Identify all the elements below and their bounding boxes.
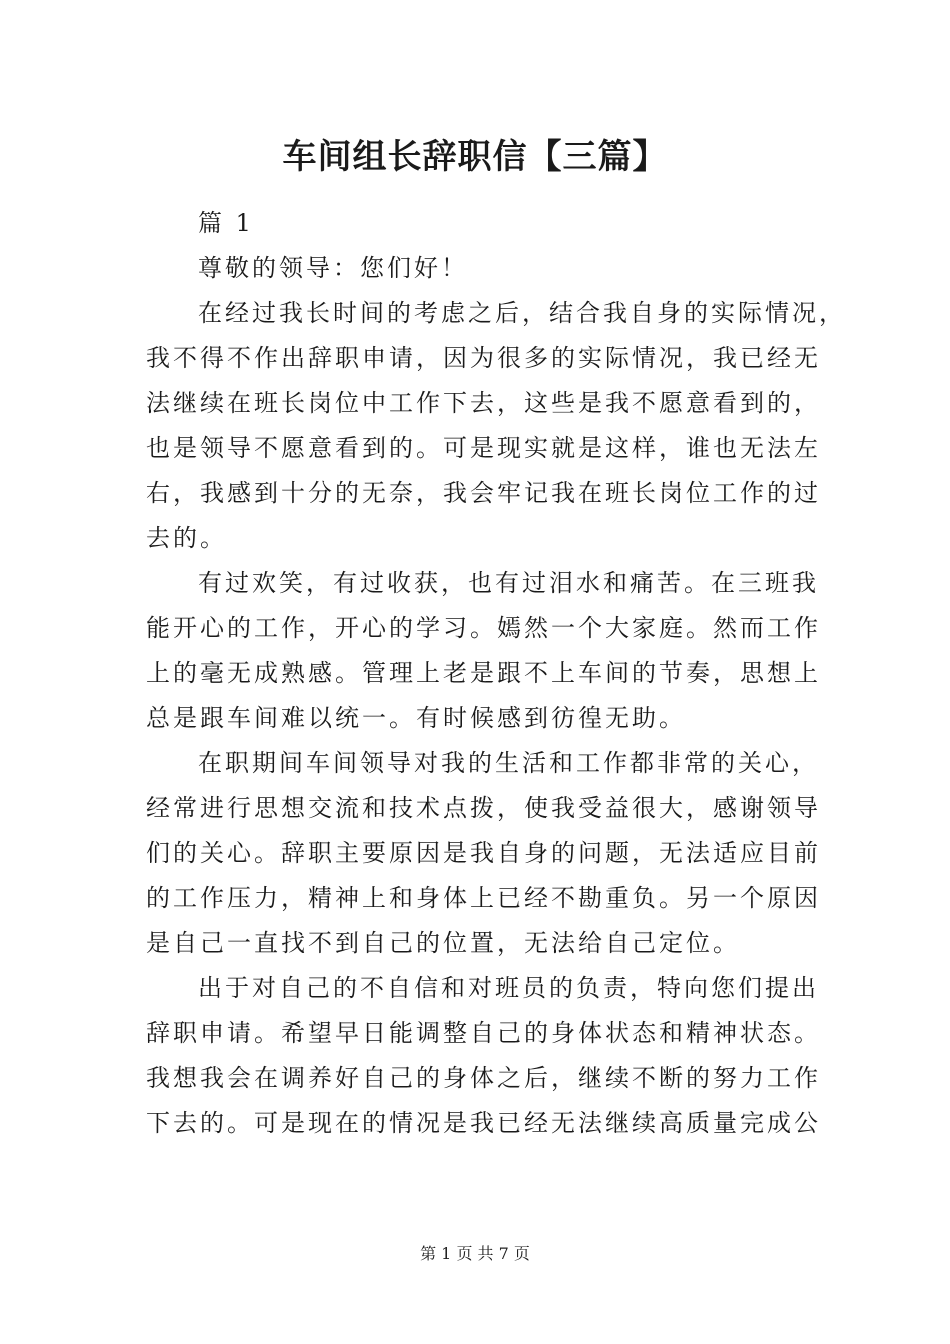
body-line: 上的毫无成熟感。管理上老是跟不上车间的节奏，思想上 [146,659,821,687]
body-line: 尊敬的领导：您们好！ [198,254,468,282]
body-line: 是自己一直找不到自己的位置，无法给自己定位。 [146,929,740,957]
body-line: 能开心的工作，开心的学习。嫣然一个大家庭。然而工作 [146,614,821,642]
body-line: 篇 1 [198,209,254,237]
body-line: 右，我感到十分的无奈，我会牢记我在班长岗位工作的过 [146,479,821,507]
body-line: 有过欢笑，有过收获，也有过泪水和痛苦。在三班我 [198,569,819,597]
body-line: 经常进行思想交流和技术点拨，使我受益很大，感谢领导 [146,794,821,822]
body-line: 下去的。可是现在的情况是我已经无法继续高质量完成公 [146,1109,821,1137]
body-line: 也是领导不愿意看到的。可是现实就是这样，谁也无法左 [146,434,821,462]
body-line: 的工作压力，精神上和身体上已经不勘重负。另一个原因 [146,884,821,912]
body-line: 我想我会在调养好自己的身体之后，继续不断的努力工作 [146,1064,821,1092]
body-line: 辞职申请。希望早日能调整自己的身体状态和精神状态。 [146,1019,821,1047]
body-line: 去的。 [146,524,227,552]
body-line: 出于对自己的不自信和对班员的负责，特向您们提出 [198,974,819,1002]
body-line: 总是跟车间难以统一。有时候感到彷徨无助。 [146,704,686,732]
body-line: 在职期间车间领导对我的生活和工作都非常的关心， [198,749,819,777]
body-line: 们的关心。辞职主要原因是我自身的问题，无法适应目前 [146,839,821,867]
body-line: 我不得不作出辞职申请，因为很多的实际情况，我已经无 [146,344,821,372]
body-line: 法继续在班长岗位中工作下去，这些是我不愿意看到的， [146,389,821,417]
document-title: 车间组长辞职信【三篇】 [282,137,668,177]
page-footer: 第 1 页 共 7 页 [420,1244,530,1263]
body-line: 在经过我长时间的考虑之后，结合我自身的实际情况， [198,299,846,327]
document-body [146,201,846,1146]
